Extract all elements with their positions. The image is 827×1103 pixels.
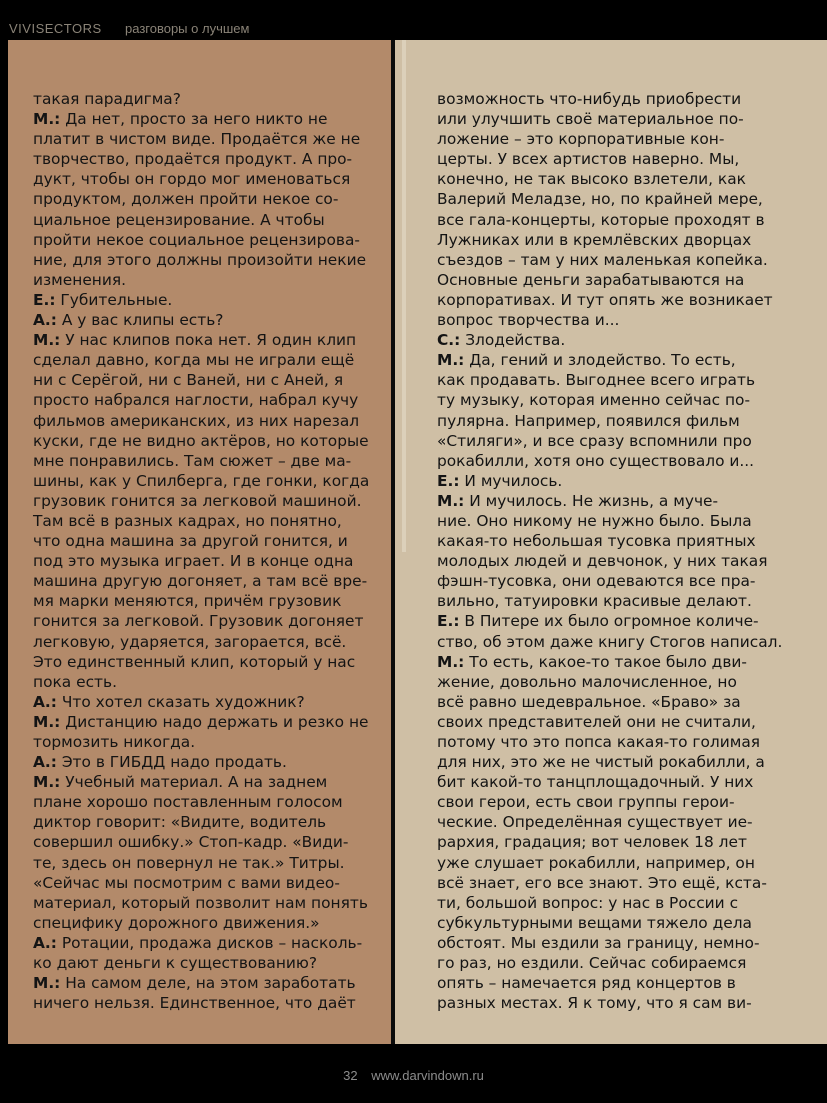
text-line [437,89,821,109]
line-text: А у вас клипы есть? [56,311,224,330]
speaker-label: М.: [33,773,61,792]
text-line [437,732,821,752]
line-text: В Питере их было огромное количе- [459,612,759,631]
line-text: пулярна. Например, появился фильм [437,411,740,430]
text-line [33,853,381,873]
text-line [437,993,821,1013]
line-text: молодых людей и девчонок, у них такая [437,552,768,571]
line-text: гонится за легковой. Грузовик догоняет [33,612,364,631]
line-text: У нас клипов пока нет. Я один клип [60,331,357,350]
line-text: ложение – это корпоративные кон- [437,130,725,149]
line-text: На самом деле, на этом заработать [60,974,356,993]
line-text: Основные деньги зарабатываются на [437,270,745,289]
line-text: разных местах. Я к тому, что я сам ви- [437,994,752,1013]
text-line [33,772,381,792]
line-text: бит какой-то танцплощадочный. У них [437,773,754,792]
line-text: грузовик гонится за легковой машиной. [33,491,362,510]
text-line [33,933,381,953]
line-text: опять – намечается ряд концертов в [437,974,736,993]
line-text: вильно, татуировки красивые делают. [437,592,752,611]
line-text: церты. У всех артистов наверно. Мы, [437,150,740,169]
text-line [437,149,821,169]
line-text: мне понравились. Там сюжет – две ма- [33,451,352,470]
line-text: съездов – там у них маленькая копейка. [437,250,768,269]
text-line [437,350,821,370]
text-line [33,812,381,832]
line-text: Там всё в разных кадрах, но понятно, [33,511,342,530]
text-line [437,451,821,471]
text-line [437,491,821,511]
speaker-label: М.: [33,712,61,731]
text-line [437,411,821,431]
text-line [437,853,821,873]
speaker-label: Е.: [33,290,56,309]
speaker-label: М.: [33,974,61,993]
text-line [437,772,821,792]
text-line [33,692,381,712]
line-text: вопрос творчества и... [437,311,620,330]
text-line [33,531,381,551]
text-line [437,752,821,772]
text-line [33,390,381,410]
line-text: Это в ГИБДД надо продать. [56,753,287,772]
text-line [437,913,821,933]
text-line [33,571,381,591]
line-text: Лужниках или в кремлёвских дворцах [437,230,752,249]
text-line [33,993,381,1013]
text-line [437,792,821,812]
line-text: конечно, не так высоко взлетели, как [437,170,746,189]
left-text-column [8,40,391,1044]
line-text: под это музыка играет. И в конце одна [33,552,354,571]
line-text: И мучилось. Не жизнь, а муче- [464,491,719,510]
right-column-gutter [402,40,406,552]
text-line [437,290,821,310]
line-text: дукт, чтобы он гордо мог именоваться [33,170,351,189]
line-text: такая парадигма? [33,90,181,108]
line-text: потому что это попса какая-то голимая [437,733,761,751]
speaker-label: А.: [33,692,57,711]
text-line [33,250,381,270]
line-text: куски, где не видно актёров, но которые [33,431,369,450]
text-line [437,712,821,732]
text-line [437,250,821,270]
text-line [437,893,821,913]
text-line [437,390,821,410]
text-line [437,591,821,611]
text-line [33,652,381,672]
line-text: ту музыку, которая именно сейчас по- [437,391,751,410]
text-line [437,511,821,531]
text-line [437,169,821,189]
line-text: уже слушает рокабилли, например, он [437,853,755,872]
line-text: машина другую догоняет, а там всё вре- [33,572,368,591]
text-line [437,873,821,893]
line-text: плане хорошо поставленным голосом [33,793,343,812]
text-line [33,873,381,893]
text-line [33,189,381,209]
speaker-label: М.: [33,331,61,350]
text-line [33,471,381,491]
website-url: www.darvindown.ru [371,1068,484,1083]
text-line [33,672,381,692]
speaker-label: М.: [437,351,465,370]
line-text: диктор говорит: «Видите, водитель [33,813,327,832]
text-line [33,370,381,390]
text-line [437,611,821,631]
text-line [33,832,381,852]
text-line [33,632,381,652]
text-line [437,431,821,451]
page-footer [0,1068,827,1083]
line-text: сделал давно, когда мы не играли ещё [33,351,355,370]
line-text: продуктом, должен пройти некое со- [33,190,339,209]
text-line [437,953,821,973]
line-text: все гала-концерты, которые проходят в [437,210,765,229]
line-text: возможность что-нибудь приобрести [437,90,742,108]
text-line [437,210,821,230]
speaker-label: А.: [33,311,57,330]
line-text: ти, большой вопрос: у нас в России с [437,893,739,912]
text-line [33,973,381,993]
line-text: свои герои, есть свои группы герои- [437,793,735,812]
line-text: ческие. Определённая существует ие- [437,813,753,832]
text-line [33,551,381,571]
text-line [437,832,821,852]
text-line [33,89,381,109]
text-line [33,712,381,732]
text-line [437,672,821,692]
line-text: ко дают деньги к существованию? [33,954,318,973]
magazine-brand: VIVISECTORS [9,21,102,36]
text-line [33,290,381,310]
line-text: ство, об этом даже книгу Стогов написал. [437,632,783,651]
line-text: всё знает, его все знают. Это ещё, кста- [437,873,767,892]
line-text: фильмов американских, из них нарезал [33,411,360,430]
line-text: творчество, продаётся продукт. А про- [33,150,353,169]
text-line [437,109,821,129]
text-line [33,330,381,350]
text-line [33,792,381,812]
line-text: всё равно шедевральное. «Браво» за [437,692,741,711]
line-text: Ротации, продажа дисков – насколь- [56,933,363,952]
text-line [33,893,381,913]
section-title: разговоры о лучшем [125,21,250,36]
line-text: изменения. [33,270,127,289]
text-line [33,210,381,230]
speaker-label: М.: [437,652,465,671]
line-text: Злодейства. [460,331,566,350]
text-line [437,270,821,290]
text-line [33,350,381,370]
right-text-column [395,40,827,1044]
line-text: как продавать. Выгоднее всего играть [437,371,756,390]
speaker-label: Е.: [437,471,460,490]
text-line [33,129,381,149]
text-line [33,591,381,611]
text-line [33,451,381,471]
speaker-label: С.: [437,331,461,350]
line-text: пройти некое социальное рецензирова- [33,230,360,249]
text-line [437,330,821,350]
line-text: Это единственный клип, который у нас [33,652,356,671]
text-line [437,551,821,571]
line-text: рокабилли, хотя оно существовало и... [437,451,755,470]
page-header [0,0,827,40]
line-text: просто набрался наглости, набрал кучу [33,391,359,410]
speaker-label: А.: [33,933,57,952]
text-line [33,109,381,129]
line-text: субкультурными вещами тяжело дела [437,913,752,932]
line-text: корпоративах. И тут опять же возникает [437,290,773,309]
text-line [437,471,821,491]
text-line [437,652,821,672]
text-line [33,913,381,933]
line-text: Губительные. [55,290,173,309]
text-line [437,632,821,652]
line-text: То есть, какое-то такое было дви- [464,652,747,671]
text-line [437,531,821,551]
line-text: Дистанцию надо держать и резко не [60,712,369,731]
line-text: Что хотел сказать художник? [56,692,305,711]
line-text: пока есть. [33,672,117,691]
text-line [437,571,821,591]
line-text: совершил ошибку.» Стоп-кадр. «Види- [33,833,349,852]
line-text: обстоят. Мы ездили за границу, немно- [437,933,760,952]
text-line [437,310,821,330]
line-text: Да нет, просто за него никто не [60,110,328,129]
line-text: фэшн-тусовка, они одеваются все пра- [437,572,756,591]
text-line [33,732,381,752]
line-text: специфику дорожного движения.» [33,913,320,932]
line-text: тормозить никогда. [33,733,196,751]
line-text: рархия, градация; вот человек 18 лет [437,833,747,852]
text-line [437,189,821,209]
line-text: жение, довольно малочисленное, но [437,672,737,691]
line-text: Учебный материал. А на заднем [60,773,328,792]
line-text: шины, как у Спилберга, где гонки, когда [33,471,370,490]
text-line [33,431,381,451]
speaker-label: М.: [437,491,465,510]
text-line [437,933,821,953]
line-text: для них, это же не чистый рокабилли, а [437,753,765,772]
line-text: те, здесь он повернул не так.» Титры. [33,853,345,872]
text-line [33,411,381,431]
text-line [437,370,821,390]
page-number: 32 [343,1068,358,1083]
text-line [33,511,381,531]
line-text: «Стиляги», и все сразу вспомнили про [437,431,752,450]
text-line [33,149,381,169]
text-line [437,973,821,993]
text-line [33,752,381,772]
line-text: мя марки меняются, причём грузовик [33,592,342,611]
line-text: циальное рецензирование. А чтобы [33,210,325,229]
line-text: Валерий Меладзе, но, по крайней мере, [437,190,763,209]
text-line [33,611,381,631]
text-line [33,953,381,973]
line-text: что одна машина за другой гонится, и [33,532,348,551]
line-text: ние, для этого должны произойти некие [33,250,367,269]
text-line [33,169,381,189]
line-text: ничего нельзя. Единственное, что даёт [33,994,356,1013]
line-text: Да, гений и злодейство. То есть, [464,351,736,370]
text-line [437,129,821,149]
speaker-label: Е.: [437,612,460,631]
text-line [437,812,821,832]
line-text: ние. Оно никому не нужно было. Была [437,511,752,530]
text-line [33,270,381,290]
line-text: или улучшить своё материальное по- [437,110,744,129]
text-line [33,310,381,330]
text-line [437,230,821,250]
line-text: материал, который позволит нам понять [33,893,368,912]
line-text: «Сейчас мы посмотрим с вами видео- [33,873,340,892]
line-text: И мучилось. [459,471,563,490]
line-text: платит в чистом виде. Продаётся же не [33,130,361,149]
line-text: какая-то небольшая тусовка приятных [437,532,756,551]
text-line [33,230,381,250]
speaker-label: М.: [33,110,61,129]
text-line [437,692,821,712]
line-text: ни с Серёгой, ни с Ваней, ни с Аней, я [33,371,344,390]
speaker-label: А.: [33,753,57,772]
text-line [33,491,381,511]
line-text: своих представителей они не считали, [437,712,756,731]
line-text: го раз, но ездили. Сейчас собираемся [437,954,747,973]
line-text: легковую, ударяется, загорается, всё. [33,632,347,651]
